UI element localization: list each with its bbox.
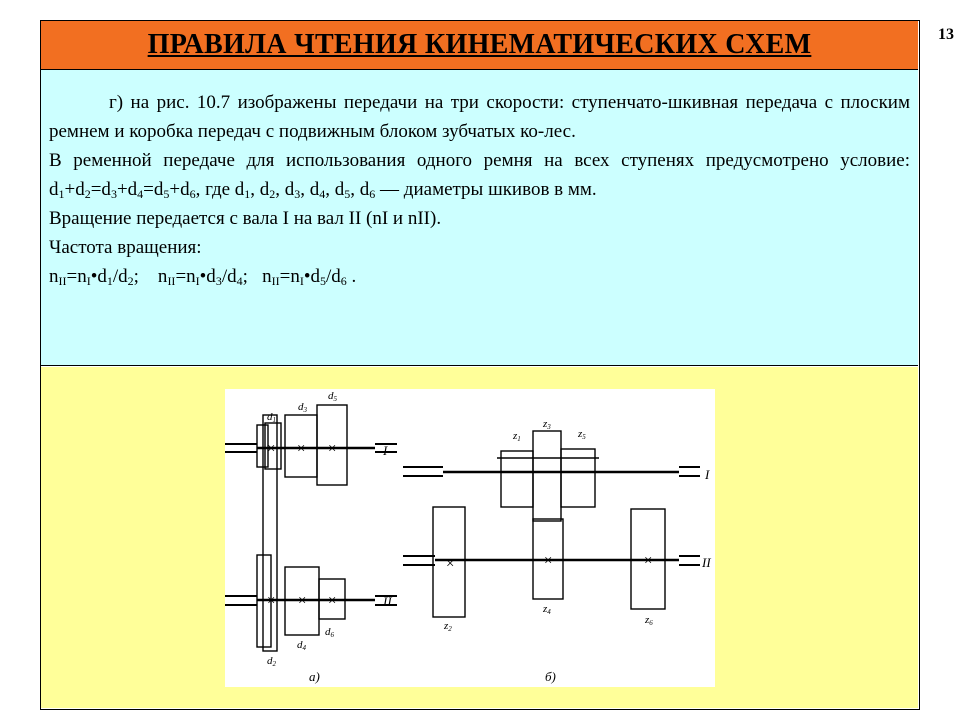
label-d5: d5 — [328, 390, 337, 403]
slide-title: ПРАВИЛА ЧТЕНИЯ КИНЕМАТИЧЕСКИХ СХЕМ — [147, 29, 812, 60]
label-z1: z1 — [513, 430, 521, 443]
gear-z3 — [533, 431, 561, 521]
label-shaft-I-left: I — [383, 443, 388, 458]
paragraph-2: В ременной передаче для использования одного ремня на всех ступенях предусмотрено условие: $d_1+d_2=d_3+d_4=d_5+d_6$, где $d_1$, $d_2$, $d_3$, $d_4$, $d_5$, $d_6$ — диаметры шкивов в мм. — [49, 150, 910, 201]
label-d1: d1 — [267, 411, 276, 424]
slide-frame — [40, 20, 920, 710]
paragraph-4: Частота вращения: — [49, 237, 202, 258]
svg-text:×: × — [265, 593, 277, 609]
svg-text:×: × — [296, 593, 308, 609]
label-d2: d2 — [267, 655, 276, 668]
svg-text:×: × — [542, 553, 554, 569]
kinematic-diagram — [225, 389, 715, 687]
label-z5: z5 — [578, 428, 586, 441]
label-d6: d6 — [325, 626, 334, 639]
svg-text:×: × — [642, 553, 654, 569]
svg-text:×: × — [265, 441, 277, 457]
label-d4: d4 — [297, 639, 306, 652]
svg-text:×: × — [295, 441, 307, 457]
label-shaft-II-left: II — [383, 594, 392, 609]
label-z6: z6 — [645, 614, 653, 627]
paragraph-3: Вращение передается с вала I на вал II (nI и nII). — [49, 208, 442, 229]
label-z2: z2 — [444, 620, 452, 633]
paragraph-1: г) на рис. 10.7 изображены передачи на три скорости: ступенчато-шкивная передача с плоским ремнем и коробка передач с подвижным блоком зубчатых ко-лес. — [49, 92, 910, 142]
title-bar — [41, 21, 918, 70]
text-panel — [41, 70, 918, 366]
svg-text:×: × — [444, 556, 456, 572]
kinematic-figure — [225, 389, 715, 687]
label-shaft-I-right: I — [705, 467, 710, 482]
svg-text:×: × — [326, 441, 338, 457]
page-number: 13 — [938, 26, 954, 43]
caption-a: а) — [309, 669, 320, 684]
speed-formula: $n_{II}=n_I•d_1/d_2$; $n_{II}=n_I•d_3/d_4$; $n_{II}=n_I•d_5/d_6$ . — [49, 266, 357, 288]
figure-panel — [41, 367, 918, 708]
label-z3: z3 — [543, 418, 551, 431]
label-shaft-II-right: II — [702, 555, 711, 570]
label-z4: z4 — [543, 603, 551, 616]
label-d3: d3 — [298, 401, 307, 414]
svg-text:×: × — [326, 593, 338, 609]
caption-b: б) — [545, 669, 556, 684]
gear-z1 — [501, 451, 533, 507]
